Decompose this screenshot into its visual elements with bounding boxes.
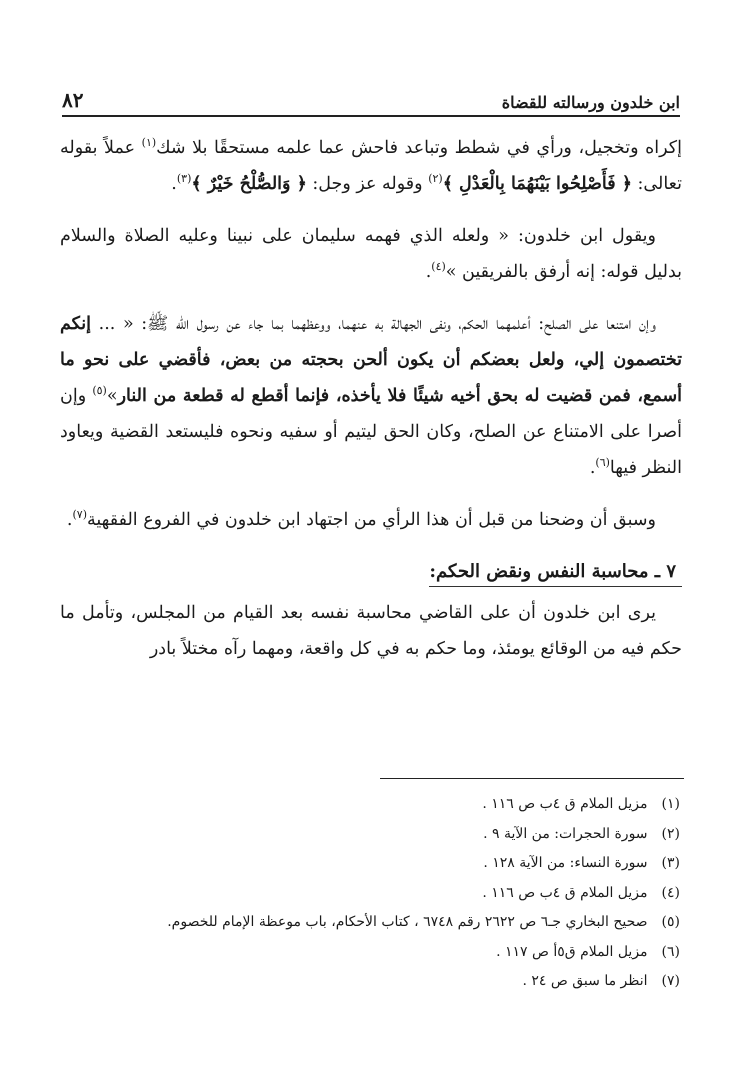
footnote-text: سورة النساء: من الآية ١٢٨ . bbox=[483, 855, 648, 871]
footnote-ref-7: (٧) bbox=[72, 508, 88, 522]
footnote-number: (٦) bbox=[661, 943, 680, 960]
footnote-item bbox=[60, 820, 680, 850]
footnote-ref-2: (٢) bbox=[428, 172, 443, 186]
footnote-number: (٤) bbox=[661, 884, 680, 901]
footnote-ref-5: (٥) bbox=[92, 384, 107, 398]
footnote-item bbox=[60, 908, 680, 938]
page-header bbox=[62, 86, 680, 112]
footnote-number: (٥) bbox=[661, 914, 680, 930]
text-run: . bbox=[66, 510, 73, 530]
text-run: وقوله عز وجل: bbox=[306, 174, 429, 194]
header-rule bbox=[62, 115, 680, 117]
paragraph-3 bbox=[60, 306, 682, 486]
footnote-text: انظر ما سبق ص ٢٤ . bbox=[522, 973, 648, 989]
footnotes bbox=[60, 790, 680, 997]
footnote-text: سورة الحجرات: من الآية ٩ . bbox=[483, 825, 648, 842]
text-run: . bbox=[425, 262, 432, 282]
footnote-ref-4: (٤) bbox=[431, 260, 446, 274]
text-run: . bbox=[589, 458, 596, 478]
quran-quote-2: ﴿ وَالصُّلْحُ خَيْرٌ ﴾ bbox=[191, 174, 307, 194]
text-run: ويقول ابن خلدون: « ولعله الذي فهمه سليمان على نبينا وعليه الصلاة والسلام بدليل قوله: إنه أرفق بالفريقين » bbox=[60, 226, 682, 282]
text-run: يرى ابن خلدون أن على القاضي محاسبة نفسه بعد القيام من المجلس، وتأمل ما حكم فيه من الوقائع يومئذ، وما حكم به في كل واقعة، ومهما رآه مختلاً بادر bbox=[60, 603, 682, 659]
footnote-ref-1: (١) bbox=[141, 136, 157, 150]
footnote-ref-6: (٦) bbox=[595, 456, 610, 470]
footnote-number: (٧) bbox=[661, 973, 680, 989]
footnote-separator bbox=[380, 778, 684, 779]
footnote-number: (١) bbox=[661, 796, 680, 812]
footnote-text: صحيح البخاري جـ٦ ص ٢٦٢٢ رقم ٦٧٤٨ ، كتاب الأحكام، باب موعظة الإمام للخصوم. bbox=[167, 914, 648, 930]
paragraph-4 bbox=[60, 502, 682, 538]
footnote-number: (٢) bbox=[661, 825, 680, 842]
footnote-text: مزيل الملام ق٥أ ص ١١٧ . bbox=[496, 943, 648, 960]
footnote-text: مزيل الملام ق ٤ب ص ١١٦ . bbox=[482, 884, 648, 901]
footnote-item bbox=[60, 790, 680, 820]
text-run: إكراه وتخجيل، ورأي في شطط وتباعد فاحش عما علمه مستحقًا بلا شك bbox=[156, 138, 682, 158]
page-number: ٨٢ bbox=[62, 88, 84, 112]
footnote-item bbox=[60, 849, 680, 879]
text-run: . bbox=[171, 174, 177, 194]
footnote-item bbox=[60, 967, 680, 997]
text-run: وإن أصرا على الامتناع عن الصلح، وكان الحق ليتيم أو سفيه ونحوه فليستعد القضية ويعاود النظر فيها bbox=[60, 386, 682, 478]
text-run: عملاً بقوله تعالى: bbox=[60, 138, 682, 194]
paragraph-2 bbox=[60, 218, 682, 290]
body-text bbox=[60, 130, 682, 683]
paragraph-5 bbox=[60, 595, 682, 667]
footnote-number: (٣) bbox=[661, 855, 680, 871]
footnote-ref-3: (٣) bbox=[176, 172, 192, 186]
text-run: وإن امتنعا على الصلح: أعلمهما الحكم، ونفى الجهالة به عنهما، ووعظهما بما جاء عن رسول الله ﷺ: « ... bbox=[91, 314, 656, 334]
footnote-text: مزيل الملام ق ٤ب ص ١١٦ . bbox=[482, 796, 648, 812]
text-run: وسبق أن وضحنا من قبل أن هذا الرأي من اجتهاد ابن خلدون في الفروع الفقهية bbox=[87, 510, 656, 530]
footnote-item bbox=[60, 879, 680, 909]
footnote-item bbox=[60, 938, 680, 968]
text-run: » bbox=[106, 386, 118, 406]
paragraph-1 bbox=[60, 130, 682, 202]
running-title: ابن خلدون ورسالته للقضاة bbox=[501, 93, 680, 112]
quran-quote-1: ﴿ فَأَصْلِحُوا بَيْنَهُمَا بِالْعَدْلِ ﴾ bbox=[442, 174, 632, 194]
hadith-quote: إنكم تختصمون إلي، ولعل بعضكم أن يكون ألحن بحجته من بعض، فأقضي على نحو ما أسمع، فمن قضيت له بحق أخيه شيئًا فلا يأخذه، فإنما أقطع له قطعة من النار bbox=[60, 314, 682, 406]
section-heading: ٧ ـ محاسبة النفس ونقض الحكم: bbox=[429, 558, 682, 587]
